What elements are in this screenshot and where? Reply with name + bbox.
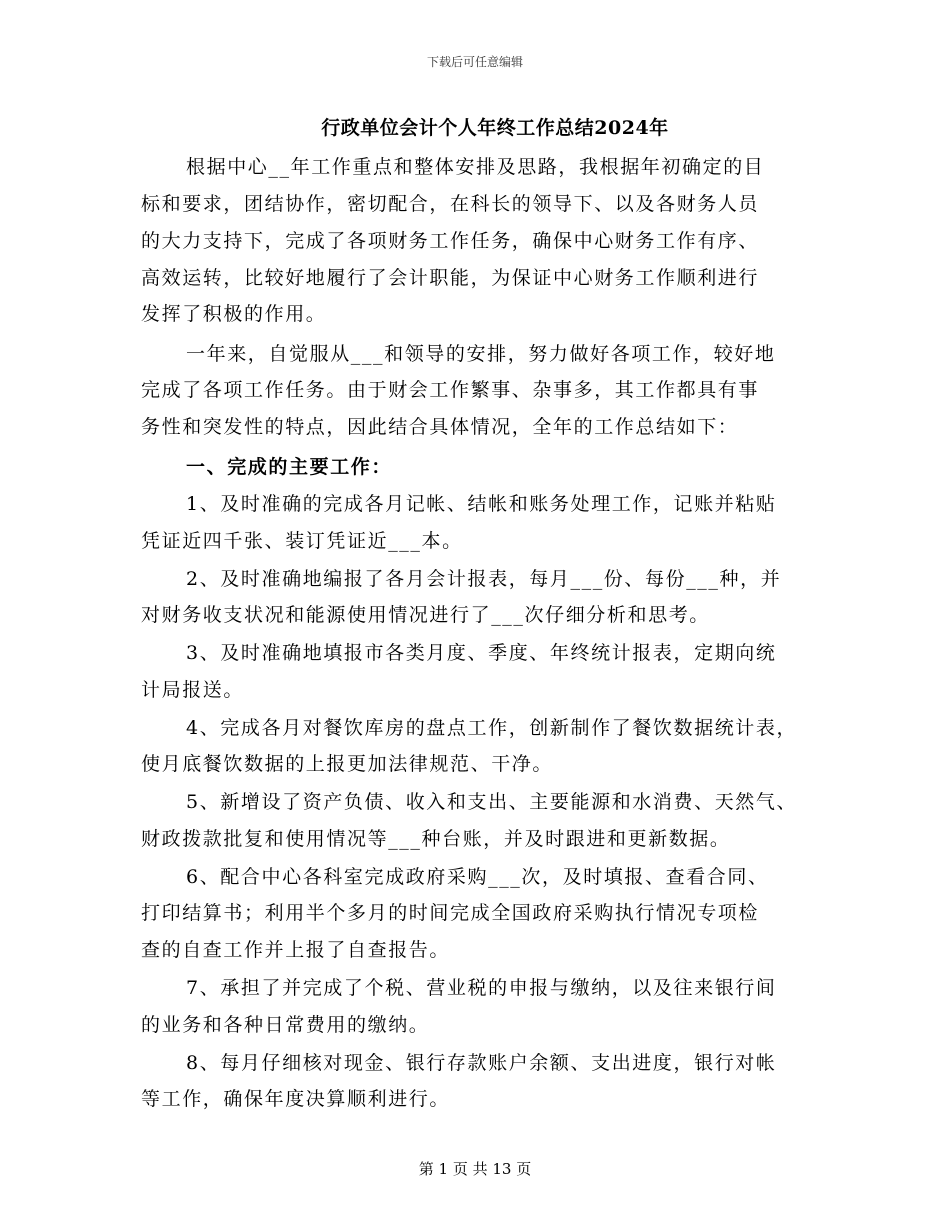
- item-3-line-1: 3、及时准确地填报市各类月度、季度、年终统计报表，定期向统: [186, 642, 777, 664]
- paragraph-1-line-1: 根据中心__年工作重点和整体安排及思路，我根据年初确定的目: [186, 156, 765, 178]
- item-2-line-2: 对财务收支状况和能源使用情况进行了___次仔细分析和思考。: [141, 604, 710, 626]
- header-note: 下载后可任意编辑: [426, 55, 523, 69]
- item-6-line-2: 打印结算书；利用半个多月的时间完成全国政府采购执行情况专项检: [141, 902, 760, 924]
- item-7-line-2: 的业务和各种日常费用的缴纳。: [141, 1014, 430, 1036]
- paragraph-2-line-2: 完成了各项工作任务。由于财会工作繁事、杂事多，其工作都具有事: [141, 379, 760, 401]
- item-1-line-2: 凭证近四千张、装订凭证近___本。: [141, 530, 463, 552]
- paragraph-1-line-3: 的大力支持下，完成了各项财务工作任务，确保中心财务工作有序、: [141, 230, 760, 252]
- item-2-line-1: 2、及时准确地编报了各月会计报表，每月___份、每份___种，并: [186, 568, 782, 590]
- item-4-line-1: 4、完成各月对餐饮库房的盘点工作，创新制作了餐饮数据统计表，: [186, 717, 798, 739]
- item-5-line-2: 财政拨款批复和使用情况等___种台账，并及时跟进和更新数据。: [141, 828, 731, 850]
- item-7-line-1: 7、承担了并完成了个税、营业税的申报与缴纳，以及往来银行间: [186, 977, 777, 999]
- paragraph-1-line-4: 高效运转，比较好地履行了会计职能，为保证中心财务工作顺利进行: [141, 267, 760, 289]
- item-8-line-1: 8、每月仔细核对现金、银行存款账户余额、支出进度，银行对帐: [186, 1052, 777, 1074]
- document-title: 行政单位会计个人年终工作总结2024年: [321, 117, 669, 139]
- page-footer: 第 1 页 共 13 页: [418, 1160, 532, 1178]
- item-1-line-1: 1、及时准确的完成各月记帐、结帐和账务处理工作，记账并粘贴: [186, 493, 777, 515]
- item-4-line-2: 使月底餐饮数据的上报更加法律规范、干净。: [141, 753, 554, 775]
- item-6-line-3: 查的自查工作并上报了自查报告。: [141, 939, 451, 961]
- item-6-line-1: 6、配合中心各科室完成政府采购___次，及时填报、查看合同、: [186, 866, 769, 888]
- section-heading: 一、完成的主要工作：: [186, 456, 393, 478]
- paragraph-2-line-3: 务性和突发性的特点，因此结合具体情况，全年的工作总结如下：: [141, 416, 739, 438]
- item-5-line-1: 5、新增设了资产负债、收入和支出、主要能源和水消费、天然气、: [186, 791, 798, 813]
- paragraph-2-line-1: 一年来，自觉服从___和领导的安排，努力做好各项工作，较好地: [186, 343, 776, 365]
- paragraph-1-line-2: 标和要求，团结协作，密切配合，在科长的领导下、以及各财务人员: [141, 193, 760, 215]
- item-3-line-2: 计局报送。: [141, 679, 245, 701]
- item-8-line-2: 等工作，确保年度决算顺利进行。: [141, 1088, 451, 1110]
- paragraph-1-line-5: 发挥了积极的作用。: [141, 303, 327, 325]
